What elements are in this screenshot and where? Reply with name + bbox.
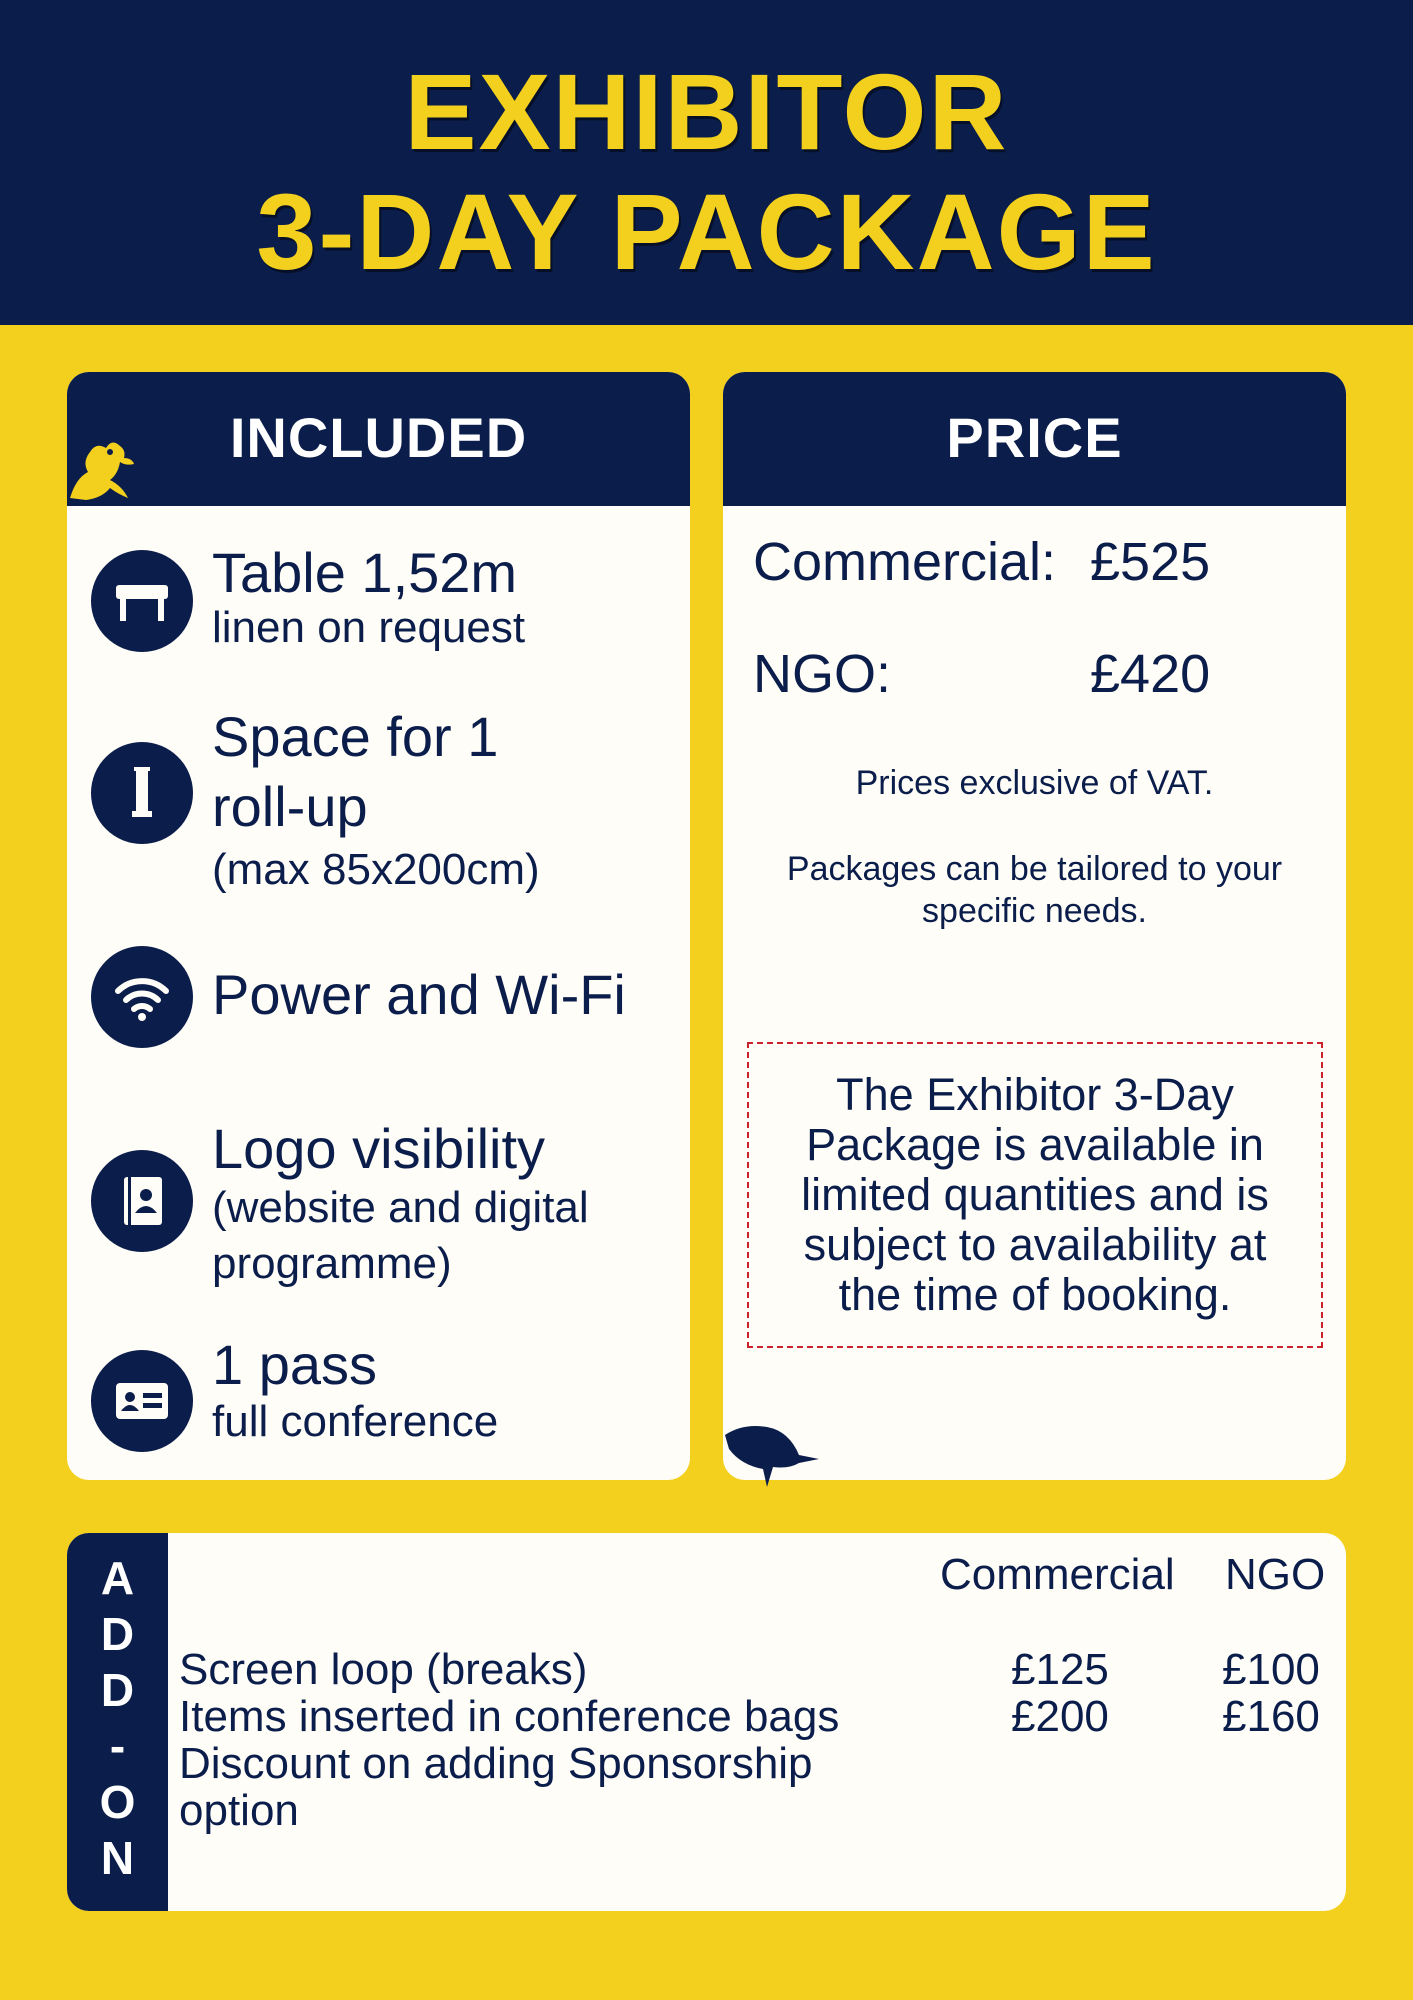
addon-card	[67, 1533, 1346, 1911]
commercial-price-value: £525	[1090, 532, 1211, 592]
logo-subtitle-2: programme)	[212, 1239, 452, 1288]
wifi-icon	[91, 946, 193, 1048]
addon-row-label: Screen loop (breaks)	[179, 1645, 588, 1694]
table-icon	[91, 550, 193, 652]
addon-side-label	[67, 1533, 168, 1911]
tailor-note-line-1: Packages can be tailored to your	[786, 850, 1283, 888]
addon-row-label: option	[179, 1786, 299, 1835]
addon-letter: O	[99, 1776, 136, 1828]
table-title: Table 1,52m	[212, 541, 518, 604]
addon-letter: -	[109, 1720, 126, 1772]
price-card	[723, 372, 1346, 1480]
availability-line: The Exhibitor 3-Day	[836, 1069, 1234, 1120]
tailor-note-line-2: specific needs.	[922, 892, 1147, 930]
rollup-subtitle: (max 85x200cm)	[212, 845, 540, 894]
table-subtitle: linen on request	[212, 603, 526, 652]
commercial-price-label: Commercial:	[753, 532, 1057, 592]
included-item-wifi	[67, 942, 690, 1052]
addon-row-ngo: £100	[1222, 1645, 1320, 1694]
addon-row-commercial: £200	[1011, 1692, 1109, 1741]
addon-col-ngo: NGO	[1225, 1550, 1326, 1599]
pass-title: 1 pass	[212, 1333, 377, 1396]
included-item-table	[67, 542, 690, 662]
contact-book-icon	[91, 1150, 193, 1252]
addon-col-commercial: Commercial	[940, 1550, 1175, 1599]
title-line-2: 3-DAY PACKAGE	[256, 171, 1157, 292]
wifi-title: Power and Wi-Fi	[212, 963, 626, 1026]
frog-icon	[66, 428, 138, 508]
roll-up-icon	[91, 742, 193, 844]
availability-line: the time of booking.	[838, 1269, 1232, 1320]
included-card	[67, 372, 690, 1480]
pass-subtitle: full conference	[212, 1397, 499, 1446]
id-card-icon	[91, 1350, 193, 1452]
rollup-title-1: Space for 1	[212, 705, 499, 768]
addon-letter: D	[100, 1608, 135, 1660]
bird-icon	[723, 1415, 823, 1495]
price-heading: PRICE	[723, 372, 1346, 506]
page-header	[0, 0, 1413, 325]
included-heading: INCLUDED	[67, 372, 690, 506]
ngo-price-value: £420	[1090, 644, 1211, 704]
availability-notice	[747, 1042, 1323, 1348]
logo-title: Logo visibility	[212, 1117, 546, 1180]
rollup-title-2: roll-up	[212, 775, 368, 838]
addon-row-ngo: £160	[1222, 1692, 1320, 1741]
logo-subtitle-1: (website and digital	[212, 1183, 589, 1232]
availability-line: limited quantities and is	[801, 1169, 1269, 1220]
addon-row-commercial: £125	[1011, 1645, 1109, 1694]
availability-line: Package is available in	[806, 1119, 1264, 1170]
addon-row-label: Items inserted in conference bags	[179, 1692, 840, 1741]
included-item-pass	[67, 1332, 690, 1462]
addon-letter: A	[100, 1552, 135, 1604]
included-item-rollup	[67, 702, 690, 902]
ngo-price-label: NGO:	[753, 644, 892, 704]
vat-note: Prices exclusive of VAT.	[855, 764, 1214, 802]
title-line-1: EXHIBITOR	[404, 51, 1009, 172]
included-item-logo	[67, 1110, 690, 1300]
addon-row-label: Discount on adding Sponsorship	[179, 1739, 813, 1788]
availability-line: subject to availability at	[803, 1219, 1267, 1270]
addon-letter: N	[100, 1832, 135, 1884]
addon-letter: D	[100, 1664, 135, 1716]
